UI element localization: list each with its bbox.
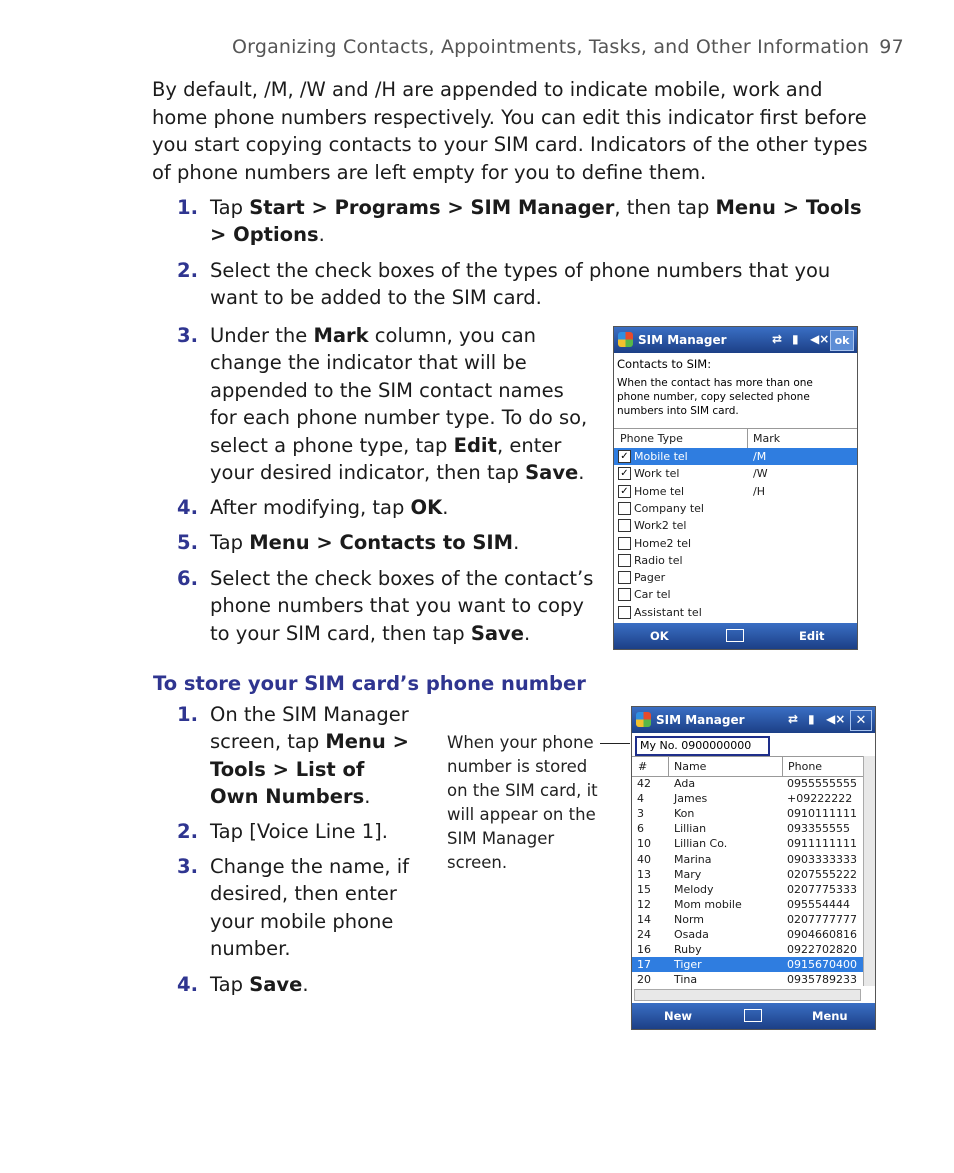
phone-type-label: Home tel <box>634 484 685 498</box>
windows-start-icon[interactable] <box>636 712 651 727</box>
step-number: 3. <box>177 324 198 347</box>
step-number: 2. <box>177 259 198 282</box>
app-title: SIM Manager <box>656 713 745 727</box>
step-number: 4. <box>177 973 198 996</box>
column-header-phone-type[interactable]: Phone Type <box>620 432 683 445</box>
step-b4 <box>174 971 414 1001</box>
section-title: To store your SIM card’s phone number <box>153 672 586 695</box>
contact-phone: 0903333333 <box>787 852 857 866</box>
contact-name: Melody <box>674 882 714 896</box>
page-number: 97 <box>879 36 904 58</box>
contact-index: 15 <box>637 882 651 896</box>
mark-value: /M <box>753 450 767 463</box>
contact-phone: 0911111111 <box>787 837 857 851</box>
step-text: Change the name, if desired, then enter your mobile phone number. <box>210 855 410 961</box>
checkbox[interactable] <box>618 606 631 619</box>
phone-type-row[interactable] <box>614 604 857 621</box>
contact-index: 24 <box>637 928 651 941</box>
phone-type-row[interactable] <box>614 465 857 482</box>
step-3 <box>174 322 594 492</box>
column-header-phone[interactable]: Phone <box>788 760 823 773</box>
contact-name: Kon <box>674 807 695 821</box>
step-text: Tap Menu > Contacts to SIM. <box>210 531 520 554</box>
new-soft-key[interactable]: New <box>664 1009 693 1023</box>
contact-index: 17 <box>637 958 651 972</box>
soft-key-bar <box>632 1003 875 1029</box>
column-header-mark[interactable]: Mark <box>753 432 781 445</box>
contact-row[interactable] <box>632 821 863 836</box>
screenshot-contacts-to-sim <box>613 326 858 650</box>
step-number: 2. <box>177 820 198 843</box>
step-number: 3. <box>177 855 198 878</box>
contact-phone: 0922702820 <box>787 943 857 957</box>
signal-icon: ▮ <box>792 332 799 346</box>
contact-phone: 0955555555 <box>787 777 857 790</box>
mark-value: /H <box>753 484 765 498</box>
phone-type-label: Work2 tel <box>634 519 687 533</box>
step-number: 1. <box>177 703 198 726</box>
contact-index: 14 <box>637 912 651 926</box>
own-number-field[interactable]: My No. 0900000000 <box>635 736 770 756</box>
phone-type-row[interactable] <box>614 569 857 586</box>
phone-type-label: Company tel <box>634 501 704 515</box>
keyboard-icon[interactable] <box>726 629 744 642</box>
contact-name: Lillian <box>674 822 707 836</box>
screen-heading: Contacts to SIM: <box>617 357 712 371</box>
contact-phone: 0207555222 <box>787 867 857 881</box>
contact-index: 40 <box>637 852 651 866</box>
phone-type-label: Car tel <box>634 588 671 602</box>
phone-type-label: Assistant tel <box>634 605 702 619</box>
column-header-row <box>614 428 857 449</box>
column-header-name[interactable]: Name <box>674 760 707 773</box>
contact-phone: +09222222 <box>787 792 853 806</box>
contact-row[interactable] <box>632 836 863 851</box>
contact-row[interactable] <box>632 912 863 927</box>
header-title: Organizing Contacts, Appointments, Tasks, and Other Information <box>232 36 870 58</box>
step-number: 4. <box>177 496 198 519</box>
checkbox[interactable]: ✓ <box>618 450 631 463</box>
step-number: 6. <box>177 567 198 590</box>
step-number: 1. <box>177 196 198 219</box>
contact-index: 10 <box>637 837 651 851</box>
checkbox[interactable] <box>618 571 631 584</box>
screenshot-sim-manager <box>631 706 876 1030</box>
sync-icon: ⇄ <box>788 712 799 726</box>
checkbox[interactable] <box>618 502 631 515</box>
step-text: Under the Mark column, you can change the indicator that will be appended to the SIM contact names for each phone number type. To do so, select a phone type, tap Edit, enter your desired indicator, then tap Save. <box>210 324 588 485</box>
callout-leader-line <box>600 743 630 744</box>
contact-row[interactable] <box>632 942 863 957</box>
contact-index: 16 <box>637 943 651 957</box>
running-header <box>232 36 912 58</box>
screen-description-line: numbers into SIM card. <box>617 405 739 417</box>
contact-row[interactable] <box>632 852 863 867</box>
mark-value: /W <box>753 467 768 481</box>
contact-row[interactable] <box>632 882 863 897</box>
contact-name: Tiger <box>674 958 702 972</box>
windows-start-icon[interactable] <box>618 332 633 347</box>
step-text: On the SIM Manager screen, tap Menu > Tools > List of Own Numbers. <box>210 703 409 809</box>
contact-phone: 095554444 <box>787 897 850 911</box>
step-text: Select the check boxes of the types of phone numbers that you want to be added to the SIM card. <box>210 259 831 310</box>
menu-soft-key[interactable]: Menu <box>812 1009 848 1023</box>
contact-name: Norm <box>674 912 705 926</box>
sync-icon: ⇄ <box>772 332 783 346</box>
step-b3 <box>174 853 414 968</box>
signal-icon: ▮ <box>808 712 815 726</box>
contact-row[interactable] <box>632 972 863 987</box>
screen-description-line: phone number, copy selected phone <box>617 391 810 403</box>
contact-row[interactable] <box>632 806 863 821</box>
step-b1 <box>174 701 414 811</box>
column-header-number[interactable]: # <box>638 760 648 773</box>
contact-index: 42 <box>637 777 651 790</box>
step-1 <box>174 194 864 254</box>
title-bar <box>614 327 857 353</box>
contact-index: 3 <box>637 807 644 821</box>
title-bar <box>632 707 875 733</box>
checkbox[interactable] <box>618 554 631 567</box>
checkbox[interactable] <box>618 519 631 532</box>
contact-phone: 0207777777 <box>787 912 857 926</box>
edit-soft-key[interactable]: Edit <box>799 629 825 643</box>
volume-icon: ◀× <box>826 712 846 726</box>
step-2 <box>174 257 874 317</box>
contact-name: Marina <box>674 852 712 866</box>
checkbox[interactable]: ✓ <box>618 467 631 480</box>
ok-button[interactable]: ok <box>830 330 854 351</box>
close-icon[interactable]: ✕ <box>850 710 872 731</box>
horizontal-scrollbar[interactable] <box>634 989 861 1001</box>
step-text: Tap Save. <box>210 973 309 996</box>
contact-index: 6 <box>637 822 644 836</box>
contact-name: Mom mobile <box>674 897 742 911</box>
phone-type-row[interactable] <box>614 586 857 603</box>
vertical-scrollbar[interactable] <box>863 756 875 986</box>
step-5 <box>174 529 594 559</box>
phone-type-row[interactable] <box>614 517 857 534</box>
contact-index: 13 <box>637 867 651 881</box>
contact-phone: 0915670400 <box>787 958 857 972</box>
soft-key-bar <box>614 623 857 649</box>
intro-paragraph: By default, /M, /W and /H are appended to indicate mobile, work and home phone numbers respectively. You can edit this indicator first before you start copying contacts to your SIM card. Indicators of the other types of phone numbers are left empty for you to define them. <box>152 78 868 184</box>
checkbox[interactable] <box>618 537 631 550</box>
contact-row[interactable] <box>632 897 863 912</box>
app-title: SIM Manager <box>638 333 727 347</box>
column-header-row <box>632 756 863 777</box>
phone-type-row[interactable] <box>614 448 857 465</box>
contact-name: Tina <box>674 973 698 987</box>
contact-row[interactable] <box>632 791 863 806</box>
contact-row[interactable] <box>632 927 863 942</box>
step-text: Tap Start > Programs > SIM Manager, then tap Menu > Tools > Options. <box>210 196 862 247</box>
contact-phone: 0904660816 <box>787 928 857 941</box>
contact-row[interactable] <box>632 776 863 791</box>
step-4 <box>174 494 594 524</box>
ok-soft-key[interactable]: OK <box>650 629 669 643</box>
contact-index: 20 <box>637 973 651 987</box>
callout-text: When your phone number is stored on the SIM card, it will appear on the SIM Manager screen. <box>447 733 598 872</box>
contact-phone: 0207775333 <box>787 882 857 896</box>
checkbox[interactable]: ✓ <box>618 485 631 498</box>
keyboard-icon[interactable] <box>744 1009 762 1022</box>
phone-type-row[interactable] <box>614 500 857 517</box>
phone-type-label: Radio tel <box>634 553 683 567</box>
step-number: 5. <box>177 531 198 554</box>
contact-name: James <box>674 792 708 806</box>
volume-icon: ◀× <box>810 332 830 346</box>
contact-name: Ruby <box>674 943 702 957</box>
phone-type-label: Home2 tel <box>634 536 692 550</box>
contact-index: 4 <box>637 792 644 806</box>
phone-type-label: Work tel <box>634 467 680 481</box>
phone-type-row[interactable] <box>614 535 857 552</box>
contact-index: 12 <box>637 897 651 911</box>
step-6 <box>174 565 594 655</box>
contact-row[interactable] <box>632 957 863 972</box>
contact-phone: 0910111111 <box>787 807 857 821</box>
checkbox[interactable] <box>618 588 631 601</box>
contact-row[interactable] <box>632 867 863 882</box>
contact-name: Ada <box>674 777 696 790</box>
step-text: Tap [Voice Line 1]. <box>210 820 388 843</box>
phone-type-row[interactable] <box>614 483 857 500</box>
screen-description-line: When the contact has more than one <box>617 377 813 389</box>
phone-type-row[interactable] <box>614 552 857 569</box>
contact-name: Lillian Co. <box>674 837 728 851</box>
step-text: Select the check boxes of the contact’s phone numbers that you want to copy to your SIM card, then tap Save. <box>210 567 594 645</box>
contact-name: Osada <box>674 928 709 941</box>
step-text: After modifying, tap OK. <box>210 496 449 519</box>
contact-phone: 0935789233 <box>787 973 857 987</box>
phone-type-label: Mobile tel <box>634 450 688 463</box>
phone-type-label: Pager <box>634 571 666 585</box>
step-b2 <box>174 818 414 848</box>
contact-phone: 093355555 <box>787 822 850 836</box>
contact-name: Mary <box>674 867 702 881</box>
